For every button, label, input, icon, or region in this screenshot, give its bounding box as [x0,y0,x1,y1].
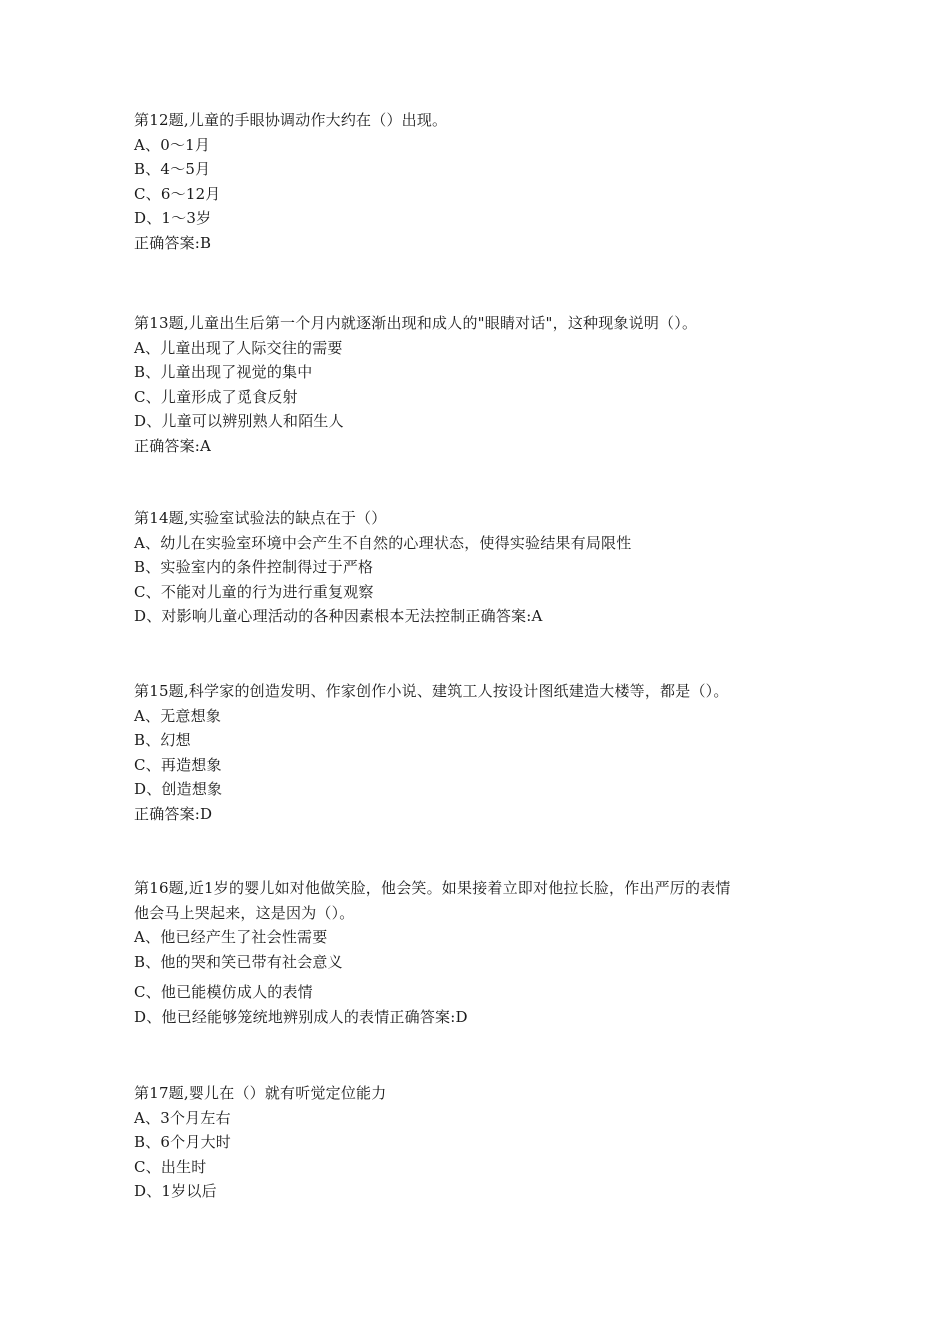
option-a: A、儿童出现了人际交往的需要 [134,338,343,357]
question-13 [134,311,834,459]
question-17 [134,1081,834,1204]
option-c: C、出生时 [134,1157,207,1176]
option-c: C、儿童形成了觅食反射 [134,387,298,406]
option-a: A、他已经产生了社会性需要 [134,928,328,947]
option-a: A、0～1月 [134,135,211,154]
question-15 [134,679,834,827]
option-d: D、他已经能够笼统地辨别成人的表情正确答案:D [134,1007,468,1026]
correct-answer: 正确答案:B [134,233,212,252]
option-b: B、他的哭和笑已带有社会意义 [134,952,343,971]
option-b: B、实验室内的条件控制得过于严格 [134,558,374,577]
option-a: A、3个月左右 [134,1108,231,1127]
question-stem: 第17题,婴儿在（）就有听觉定位能力 [134,1084,387,1102]
option-c: C、再造想象 [134,755,222,774]
option-c: C、他已能模仿成人的表情 [134,983,313,1002]
question-stem-line-1: 第16题,近1岁的婴儿如对他做笑脸，他会笑。如果接着立即对他拉长脸，作出严厉的表情 [134,879,731,897]
option-b: B、儿童出现了视觉的集中 [134,363,313,382]
question-16 [134,876,834,1030]
question-stem: 第14题,实验室试验法的缺点在于（） [134,509,387,527]
option-b: B、6个月大时 [134,1133,231,1152]
option-d: D、1～3岁 [134,209,212,228]
option-d: D、儿童可以辨别熟人和陌生人 [134,412,344,431]
question-stem: 第13题,儿童出生后第一个月内就逐渐出现和成人的"眼睛对话"，这种现象说明（）。 [134,314,698,332]
option-c: C、6～12月 [134,184,221,203]
correct-answer: 正确答案:A [134,436,212,455]
option-b: B、幻想 [134,731,191,750]
option-a: A、无意想象 [134,706,222,725]
option-b: B、4～5月 [134,160,211,179]
question-12 [134,108,834,256]
question-stem: 第15题,科学家的创造发明、作家创作小说、建筑工人按设计图纸建造大楼等，都是（）。 [134,682,729,700]
question-stem-line-2: 他会马上哭起来，这是因为（）。 [134,903,355,922]
question-stem: 第12题,儿童的手眼协调动作大约在（）出现。 [134,111,448,129]
option-a: A、幼儿在实验室环境中会产生不自然的心理状态，使得实验结果有局限性 [134,533,632,552]
question-14 [134,506,834,629]
option-d: D、1岁以后 [134,1182,217,1201]
option-d: D、对影响儿童心理活动的各种因素根本无法控制正确答案:A [134,607,543,626]
option-c: C、不能对儿童的行为进行重复观察 [134,582,374,601]
correct-answer: 正确答案:D [134,804,213,823]
option-d: D、创造想象 [134,780,223,799]
